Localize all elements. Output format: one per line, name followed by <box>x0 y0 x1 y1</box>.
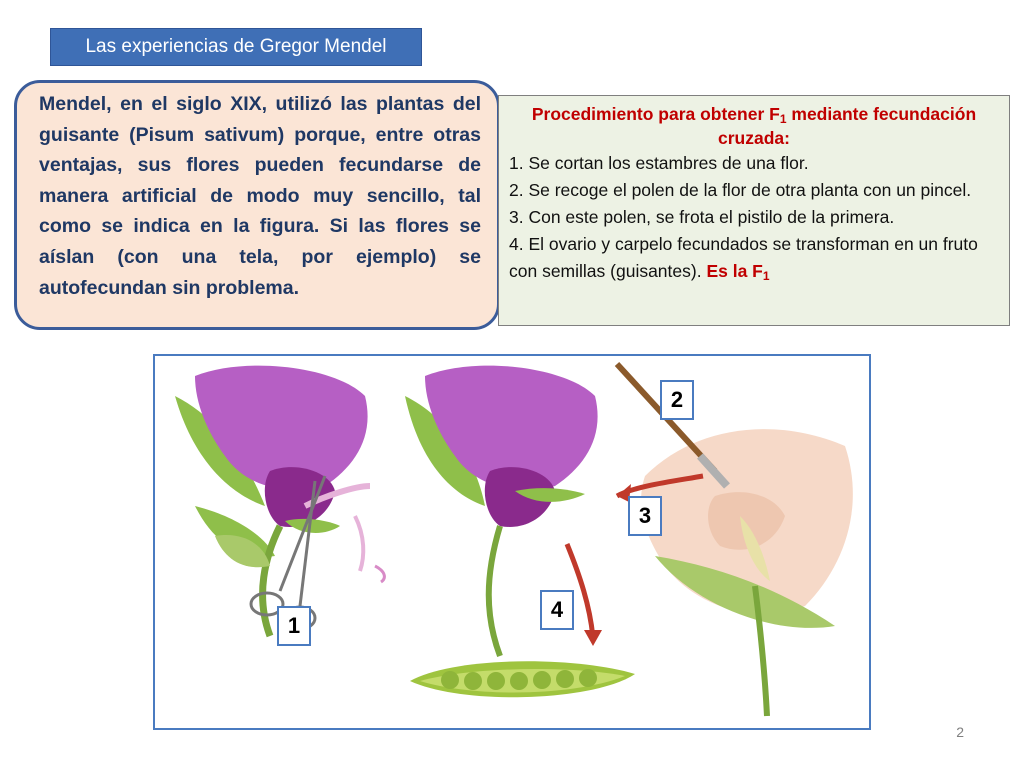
procedure-step-1: 1. Se cortan los estambres de una flor. <box>509 153 809 173</box>
intro-text-box <box>14 80 500 330</box>
slide-title-text: Las experiencias de Gregor Mendel <box>85 36 387 57</box>
pea-pod-icon <box>410 661 635 697</box>
label-2: 2 <box>660 380 694 420</box>
procedure-step-3: 3. Con este polen, se frota el pistilo de la primera. <box>509 207 895 227</box>
procedure-step-2: 2. Se recoge el polen de la flor de otra planta con un pincel. <box>509 180 972 200</box>
flower-3-icon <box>641 429 853 716</box>
f1-highlight: Es la $F_1$ <box>706 261 770 283</box>
slide-title <box>50 28 422 66</box>
pollination-figure <box>153 354 871 730</box>
intro-paragraph: Mendel, en el siglo XIX, utilizó las plantas del guisante (Pisum sativum) porque, entre otras ventajas, sus flores pueden fecundarse de manera artificial de modo muy sencillo, tal como se indica en la figura. Si las flores se aíslan (con una tela, por ejemplo) se autofecundan sin problema. <box>39 93 481 299</box>
pollination-illustration <box>155 356 869 728</box>
label-4: 4 <box>540 590 574 630</box>
label-1: 1 <box>277 606 311 646</box>
procedure-step-4: 4. El ovario y carpelo fecundados se transforman en un fruto con semillas (guisantes). Es la $F_1$ <box>509 234 978 283</box>
label-3: 3 <box>628 496 662 536</box>
procedure-title: Procedimiento para obtener $F_1$ mediante fecundación cruzada: <box>531 104 977 148</box>
procedure-box <box>498 95 1010 326</box>
page-number: 2 <box>956 724 964 740</box>
